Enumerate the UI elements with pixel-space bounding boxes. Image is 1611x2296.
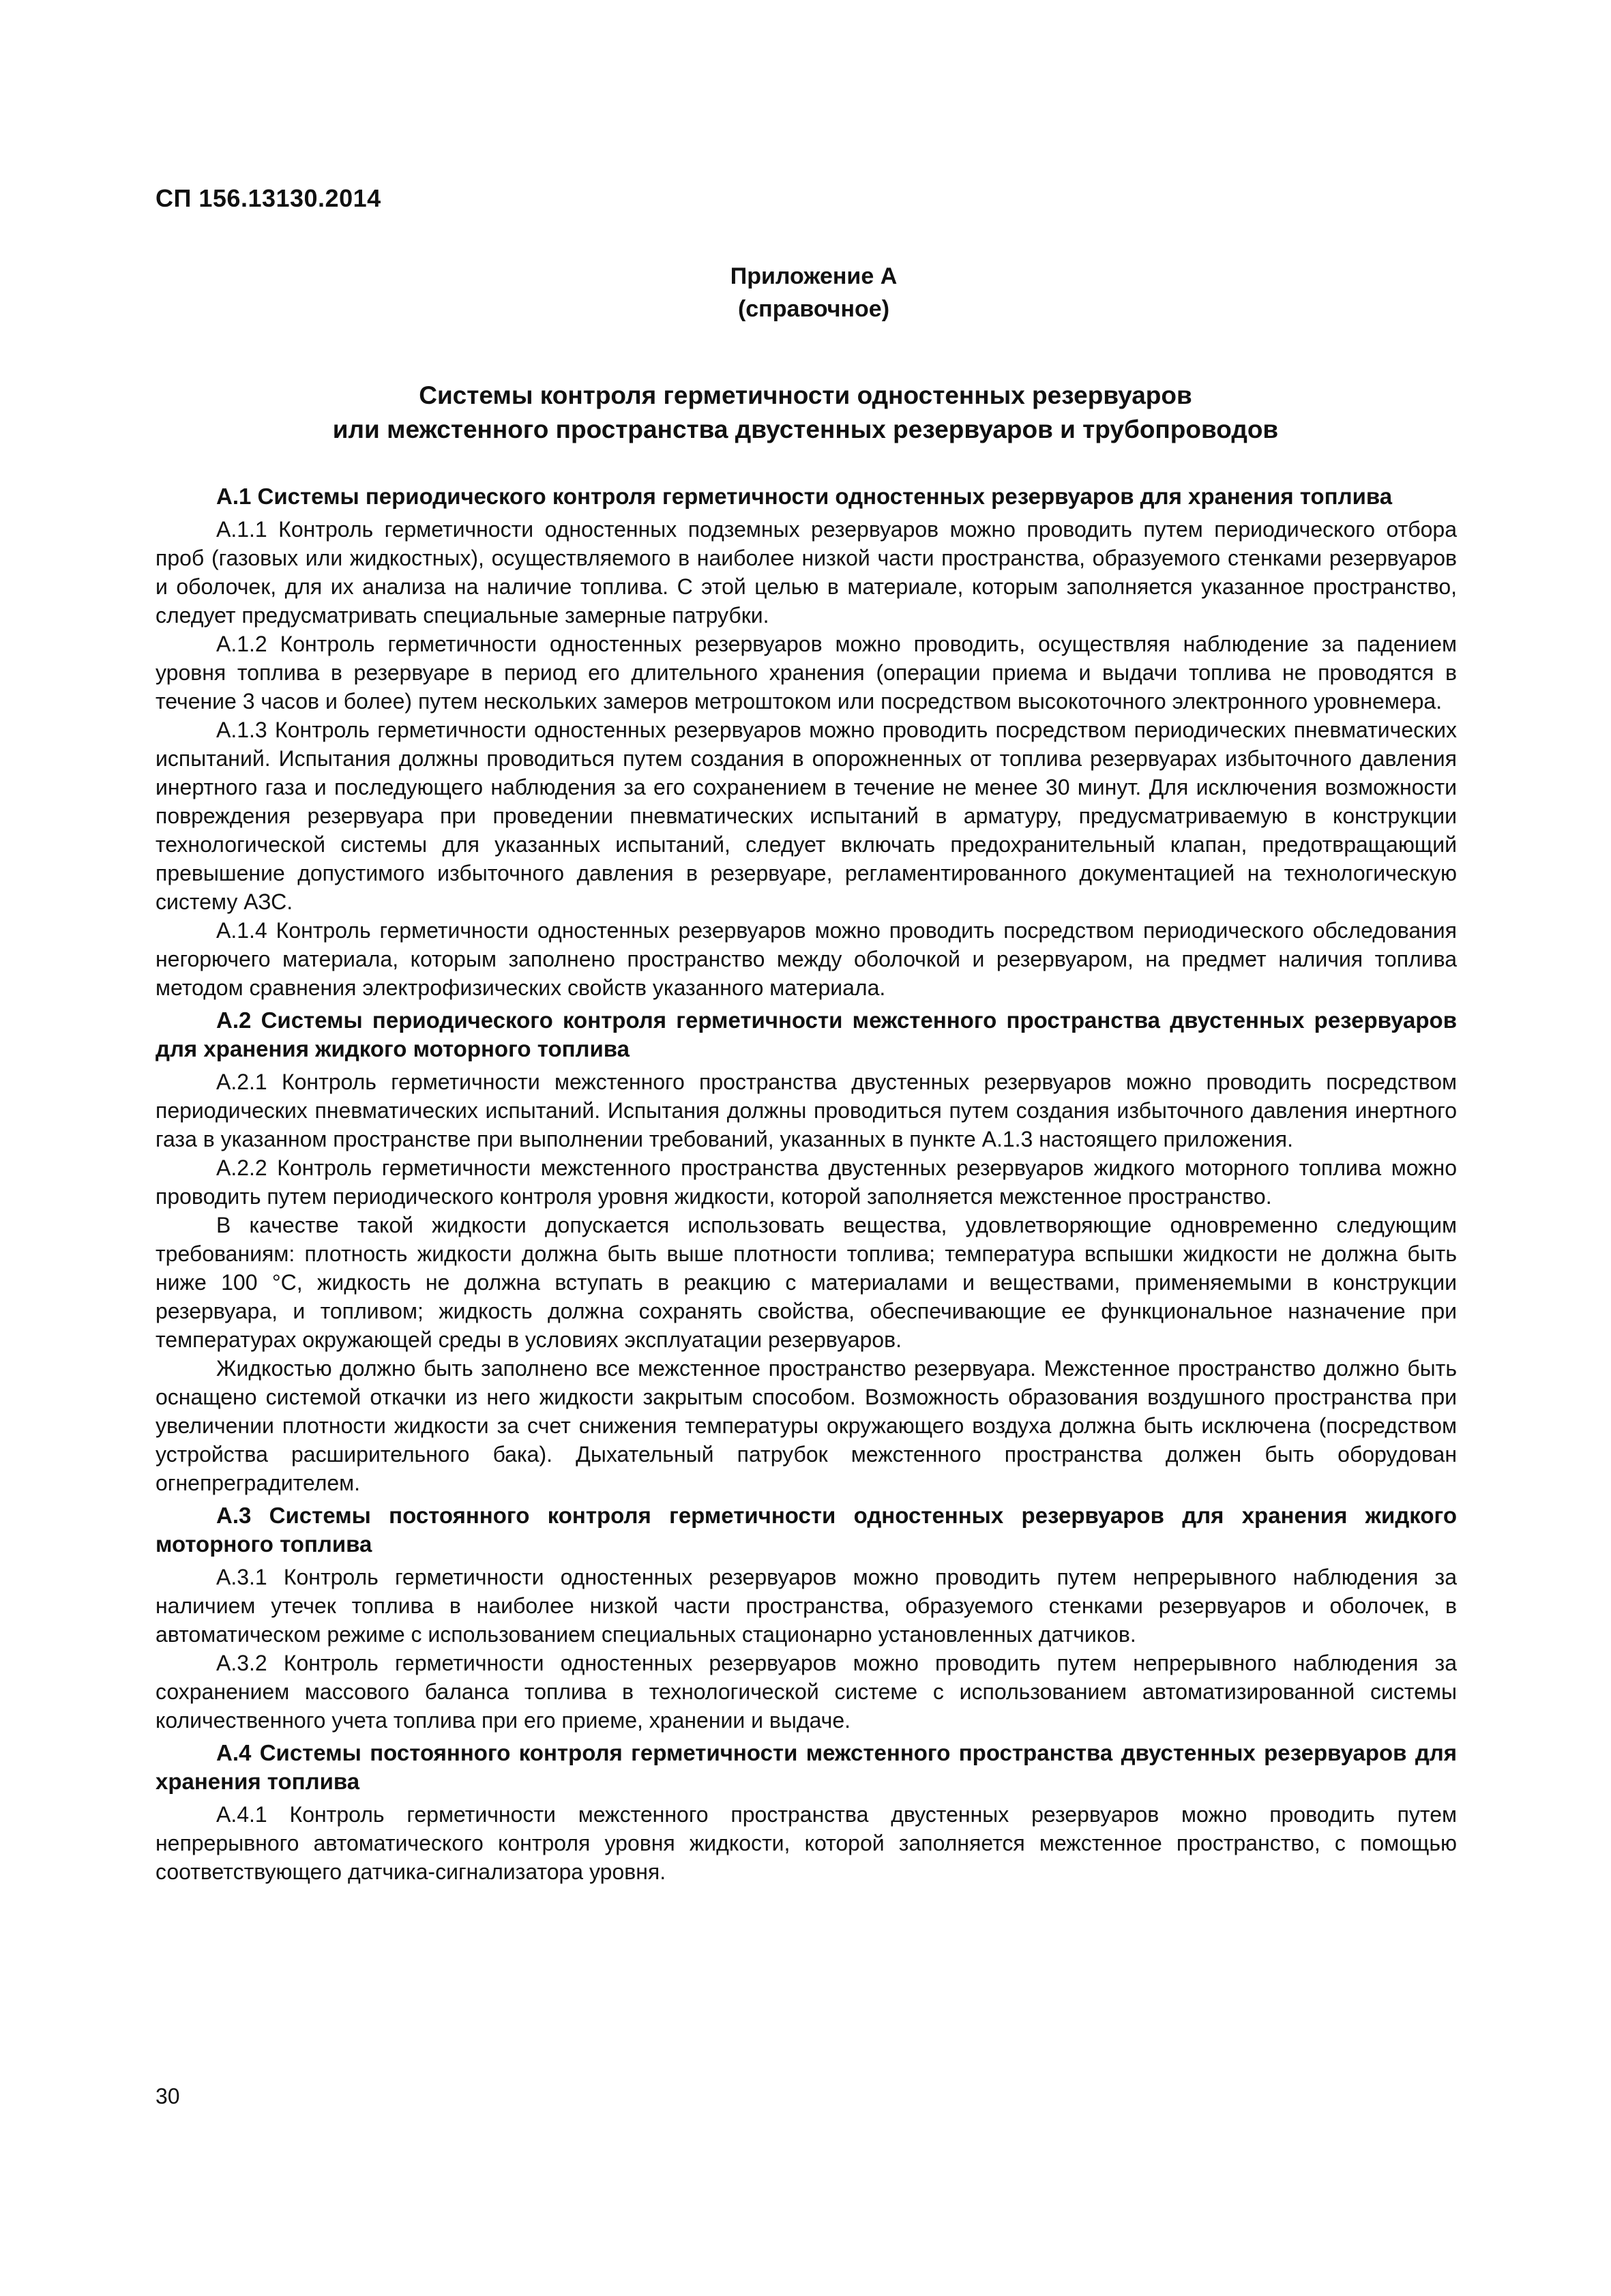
paragraph: А.2.1 Контроль герметичности межстенного пространства двустенных резервуаров можно проводить посредством периодических пневматических испытаний. Испытания должны проводиться путем создания избыточного давления инертного газа в указанном пространстве при выполнении требований, указанных в пункте А.1.3 настоящего приложения. <box>156 1070 1457 1151</box>
paragraph: Жидкостью должно быть заполнено все межстенное пространство резервуара. Межстенное пространство должно быть оснащено системой откачки из него жидкости закрытым способом. Возможность образования воздушного пространства при увеличении плотности жидкости за счет снижения температуры окружающего воздуха должна быть исключена (посредством устройства расширительного бака). Дыхательный патрубок межстенного пространства должен быть оборудован огнепреградителем. <box>156 1356 1457 1495</box>
document-body <box>156 482 1457 1886</box>
appendix-title <box>0 379 1611 447</box>
paragraph: А.1.3 Контроль герметичности одностенных резервуаров можно проводить посредством периодических пневматических испытаний. Испытания должны проводиться путем создания в опорожненных от топлива резервуарах избыточного давления инертного газа и последующего наблюдения за его сохранением в течение не менее 30 минут. Для исключения возможности повреждения резервуара при проведении пневматических испытаний в арматуру, предусматриваемую в конструкции технологической системы для указанных испытаний, следует включать предохранительный клапан, предотвращающий превышение допустимого избыточного давления в резервуаре, регламентированного документацией на технологическую систему АЗС. <box>156 718 1457 914</box>
title-line-2: или межстенного пространства двустенных резервуаров и трубопроводов <box>332 415 1279 443</box>
title-line-1: Системы контроля герметичности одностенных резервуаров <box>419 381 1192 409</box>
section-a2 <box>156 1006 1457 1497</box>
paragraph: А.1.2 Контроль герметичности одностенных резервуаров можно проводить, осуществляя наблюдение за падением уровня топлива в резервуаре в период его длительного хранения (операции приема и выдачи топлива не проводятся в течение 3 часов и более) путем нескольких замеров метроштоком или посредством высокоточного электронного уровнемера. <box>156 632 1457 713</box>
section-heading: А.1 Системы периодического контроля герметичности одностенных резервуаров для хранения топлива <box>216 484 1393 509</box>
section-heading: А.3 Системы постоянного контроля герметичности одностенных резервуаров для хранения жидкого моторного топлива <box>156 1503 1457 1557</box>
section-heading: А.2 Системы периодического контроля герметичности межстенного пространства двустенных резервуаров для хранения жидкого моторного топлива <box>156 1007 1457 1061</box>
document-code: СП 156.13130.2014 <box>156 184 381 212</box>
page-number: 30 <box>156 2084 180 2108</box>
section-a4 <box>156 1739 1457 1886</box>
section-a1 <box>156 482 1457 1002</box>
appendix-label: Приложение А <box>730 263 898 289</box>
section-a3 <box>156 1501 1457 1735</box>
paragraph: А.1.1 Контроль герметичности одностенных подземных резервуаров можно проводить путем периодического отбора проб (газовых или жидкостных), осуществляемого в наиболее низкой части пространства, образуемого стенками резервуаров и оболочек, для их анализа на наличие топлива. С этой целью в материале, которым заполняется указанное пространство, следует предусматривать специальные замерные патрубки. <box>156 517 1457 628</box>
paragraph: А.1.4 Контроль герметичности одностенных резервуаров можно проводить посредством периодического обследования негорючего материала, которым заполнено пространство между оболочкой и резервуаром, на предмет наличия топлива методом сравнения электрофизических свойств указанного материала. <box>156 918 1457 1000</box>
paragraph: А.4.1 Контроль герметичности межстенного пространства двустенных резервуаров можно проводить путем непрерывного автоматического контроля уровня жидкости, которой заполняется межстенное пространство, с помощью соответствующего датчика-сигнализатора уровня. <box>156 1802 1457 1884</box>
paragraph: В качестве такой жидкости допускается использовать вещества, удовлетворяющие одновременно следующим требованиям: плотность жидкости должна быть выше плотности топлива; температура вспышки жидкости не должна быть ниже 100 °С, жидкость не должна вступать в реакцию с материалами и веществами, применяемыми в конструкции резервуара, и топливом; жидкость должна сохранять свойства, обеспечивающие ее функциональное назначение при температурах окружающей среды в условиях эксплуатации резервуаров. <box>156 1213 1457 1352</box>
paragraph: А.3.2 Контроль герметичности одностенных резервуаров можно проводить путем непрерывного наблюдения за сохранением массового баланса топлива в технологической системе с использованием автоматизированной системы количественного учета топлива при его приеме, хранении и выдаче. <box>156 1651 1457 1733</box>
paragraph: А.3.1 Контроль герметичности одностенных резервуаров можно проводить путем непрерывного наблюдения за наличием утечек топлива в наиболее низкой части пространства, образуемого стенками резервуаров и оболочек, в автоматическом режиме с использованием специальных стационарно установленных датчиков. <box>156 1565 1457 1647</box>
paragraph: А.2.2 Контроль герметичности межстенного пространства двустенных резервуаров жидкого моторного топлива можно проводить путем периодического контроля уровня жидкости, которой заполняется межстенное пространство. <box>156 1156 1457 1209</box>
section-heading: А.4 Системы постоянного контроля герметичности межстенного пространства двустенных резервуаров для хранения топлива <box>156 1740 1457 1794</box>
appendix-type: (справочное) <box>737 296 890 322</box>
